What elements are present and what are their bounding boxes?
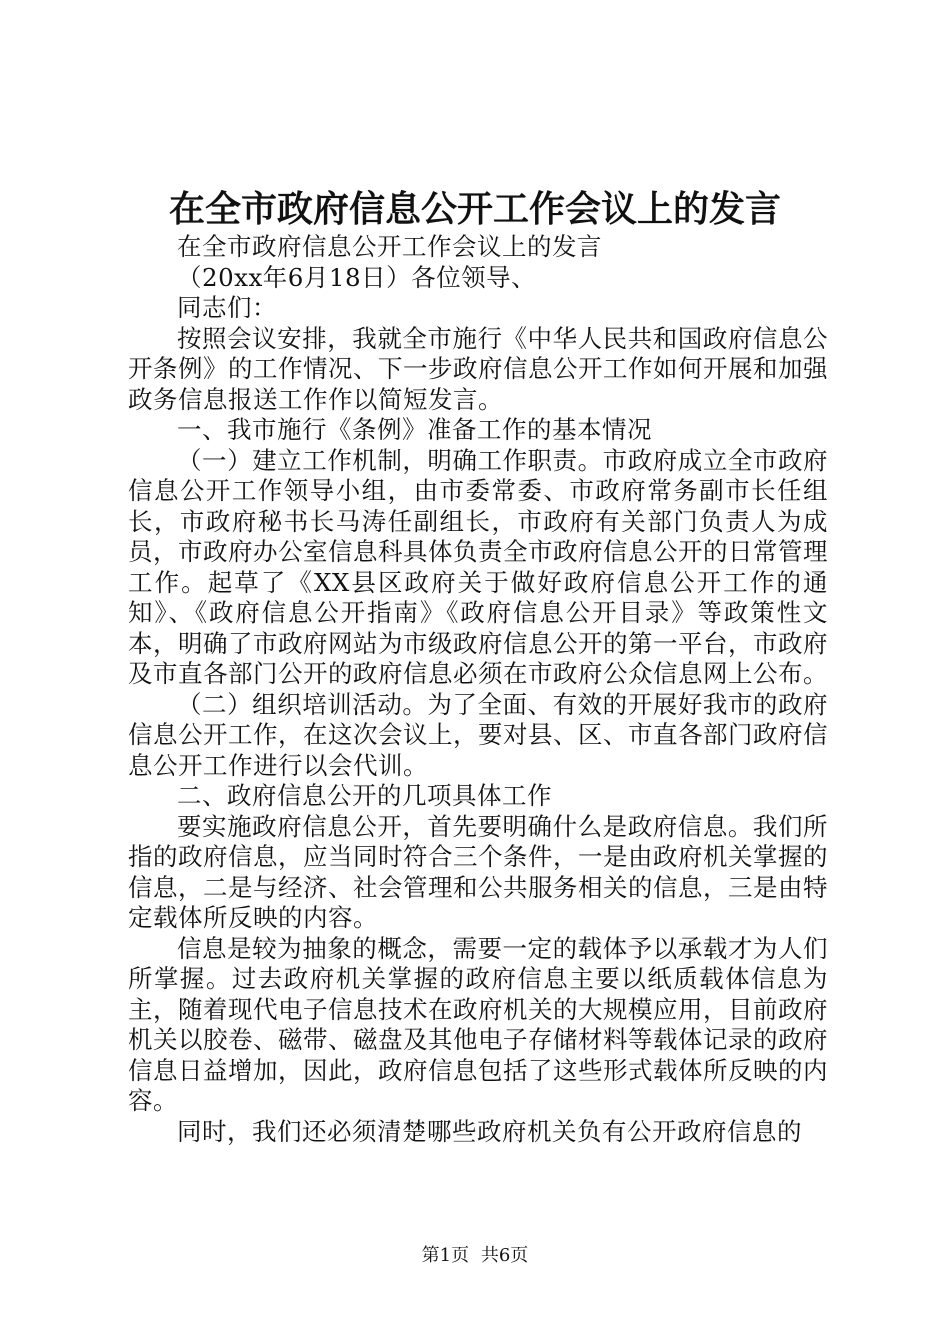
- page-footer: [0, 1244, 950, 1268]
- document-body: [128, 232, 828, 1147]
- paragraph-mechanism: （一）建立工作机制，明确工作职责。市政府成立全市政府信息公开工作领导小组，由市委常委、市政府常务副市长任组长，市政府秘书长马涛任副组长，市政府有关部门负责人为成员，市政府办公室信息科具体负责全市政府信息公开的日常管理工作。起草了《XX县区政府关于做好政府信息公开工作的通知》、《政府信息公开指南》《政府信息公开目录》等政策性文本，明确了市政府网站为市级政府信息公开的第一平台，市政府及市直各部门公开的政府信息必须在市政府公众信息网上公布。: [128, 445, 828, 688]
- paragraph-salutation: 同志们：: [177, 293, 277, 322]
- paragraph-date-salutation: （20xx年6月18日）各位领导、: [177, 262, 537, 292]
- page-number: 第1页: [421, 1245, 470, 1266]
- paragraph-continued: 同时，我们还必须清楚哪些政府机关负有公开政府信息的: [177, 1116, 802, 1146]
- section-heading-1: 一、我市施行《条例》准备工作的基本情况: [177, 415, 652, 444]
- paragraph-definition: 要实施政府信息公开，首先要明确什么是政府信息。我们所指的政府信息，应当同时符合三个条件，一是由政府机关掌握的信息，二是与经济、社会管理和公共服务相关的信息，三是由特定载体所反映的内容。: [128, 811, 828, 932]
- page-total: 共6页: [480, 1245, 529, 1266]
- paragraph-training: （二）组织培训活动。为了全面、有效的开展好我市的政府信息公开工作，在这次会议上，要对县、区、市直各部门政府信息公开工作进行以会代训。: [128, 689, 828, 780]
- paragraph-carrier: 信息是较为抽象的概念，需要一定的载体予以承载才为人们所掌握。过去政府机关掌握的政府信息主要以纸质载体信息为主，随着现代电子信息技术在政府机关的大规模应用，目前政府机关以胶卷、磁带、磁盘及其他电子存储材料等载体记录的政府信息日益增加，因此，政府信息包括了这些形式载体所反映的内容。: [128, 933, 828, 1115]
- section-heading-2: 二、政府信息公开的几项具体工作: [177, 781, 552, 810]
- document-title: 在全市政府信息公开工作会议上的发言: [168, 189, 781, 230]
- paragraph-intro: 按照会议安排，我就全市施行《中华人民共和国政府信息公开条例》的工作情况、下一步政府信息公开工作如何开展和加强政务信息报送工作作以简短发言。: [128, 323, 828, 414]
- paragraph-subtitle: 在全市政府信息公开工作会议上的发言: [177, 232, 602, 261]
